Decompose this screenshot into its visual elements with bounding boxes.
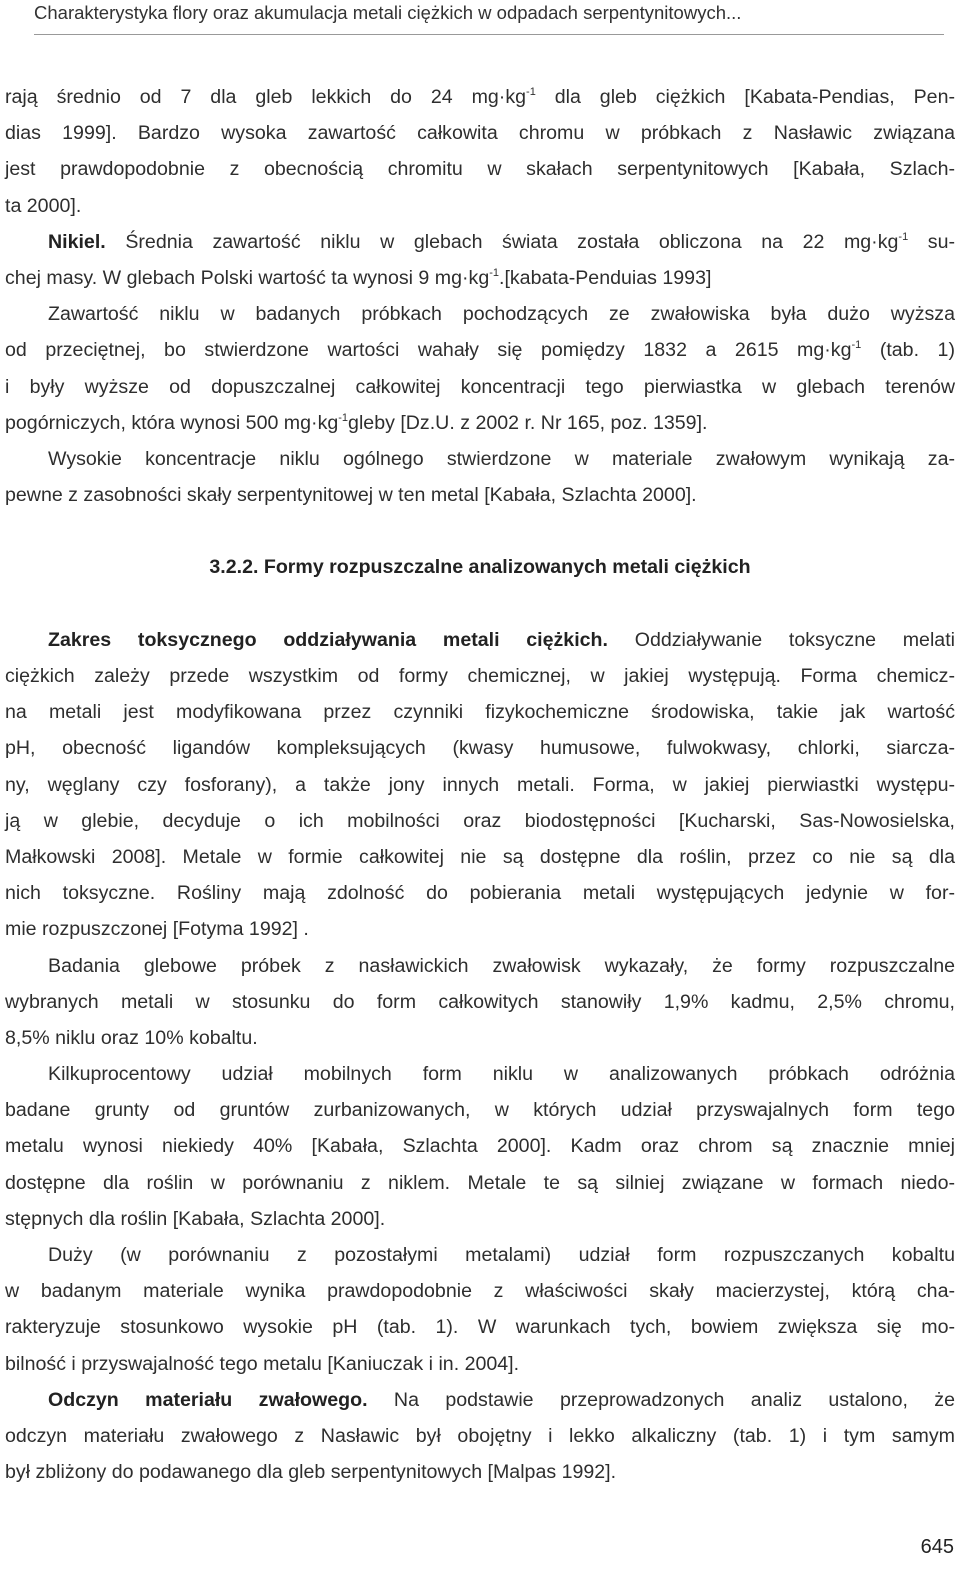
p5-line: badane grunty od gruntów zurbanizowanych, w których udział przyswajalnych form tego: [5, 1099, 955, 1122]
p3-line: nich toksyczne. Rośliny mają zdolność do pobierania metali występujących jedynie w for-: [5, 882, 955, 905]
p1-line: ta 2000].: [5, 194, 82, 217]
p2-line: pogórniczych, która wynosi 500 $mg\cdot kg^{-1}gleby$ [Dz.U. z 2002 r. Nr 165, poz. 1359].: [5, 411, 708, 434]
p7-line: odczyn materiału zwałowego z Nasławic był obojętny i lekko alkaliczny (tab. 1) i tym samym: [5, 1424, 955, 1447]
toxicity-label: Zakres toksycznego oddziaływania metali ciężkich.: [48, 628, 608, 651]
running-header: Charakterystyka flory oraz akumulacja metali ciężkich w odpadach serpentynitowych...: [34, 0, 944, 35]
page-body: [5, 79, 955, 1490]
p4-line: wybranych metali w stosunku do form całkowitych stanowiły 1,9% kadmu, 2,5% chromu,: [5, 990, 955, 1013]
p7-line: Odczyn materiału zwałowego. Na podstawie przeprowadzonych analiz ustalono, że: [48, 1388, 955, 1411]
p5-line: dostępne dla roślin w porównaniu z niklem. Metale te są silniej związane w formach niedo-: [5, 1171, 955, 1194]
p3-line: Małkowski 2008]. Metale w formie całkowitej nie są dostępne dla roślin, przez co nie są dla: [5, 845, 955, 868]
p6-line: bilność i przyswajalność tego metalu [Kaniuczak i in. 2004].: [5, 1352, 520, 1375]
p4-line: 8,5% niklu oraz 10% kobaltu.: [5, 1026, 258, 1049]
spacer: [5, 513, 955, 549]
p5-line: metalu wynosi niekiedy 40% [Kabała, Szlachta 2000]. Kadm oraz chrom są znacznie mniej: [5, 1135, 955, 1158]
p5-line: stępnych dla roślin [Kabała, Szlachta 2000].: [5, 1207, 386, 1230]
p2-line: Nikiel. Średnia zawartość niklu w glebach świata została obliczona na 22 $mg\cdot kg^{-1}$ su-: [48, 230, 955, 253]
spacer: [5, 586, 955, 622]
p6-line: rakteryzuje stosunkowo wysokie pH (tab. 1). W warunkach tych, bowiem zwiększa się mo-: [5, 1316, 955, 1339]
p2-line: i były wyższe od dopuszczalnej całkowitej koncentracji tego pierwiastka w glebach terenów: [5, 375, 955, 398]
p3-line: mie rozpuszczonej [Fotyma 1992] .: [5, 918, 309, 941]
section-heading: 3.2.2. Formy rozpuszczalne analizowanych metali ciężkich: [209, 556, 751, 579]
odczyn-label: Odczyn materiału zwałowego.: [48, 1388, 368, 1411]
page-number: 645: [920, 1536, 954, 1558]
p6-line: w badanym materiale wynika prawdopodobnie z właściwości skały macierzystej, którą cha-: [5, 1280, 955, 1303]
p3-line: na metali jest modyfikowana przez czynniki fizykochemiczne środowiska, takie jak wartość: [5, 701, 955, 724]
nikiel-label: Nikiel.: [48, 230, 106, 253]
p1-line: rają średnio od 7 dla gleb lekkich do 24 $mg\cdot kg^{-1}$ dla gleb ciężkich [Kabata-Pendias, Pen-: [5, 86, 955, 108]
p7-line: był zbliżony do podawanego dla gleb serpentynitowych [Malpas 1992].: [5, 1461, 617, 1484]
p2-line: od przeciętnej, bo stwierdzone wartości wahały się pomiędzy 1832 a 2615 $mg\cdot kg^{-1}$ (tab. 1): [5, 339, 955, 362]
p3-line: Zakres toksycznego oddziaływania metali ciężkich. Oddziaływanie toksyczne melati: [48, 628, 956, 651]
p3-line: ją w glebie, decyduje o ich mobilności oraz biodostępności [Kucharski, Sas-Nowosielska,: [5, 809, 955, 832]
p6-line: Duży (w porównaniu z pozostałymi metalami) udział form rozpuszczanych kobaltu: [48, 1244, 955, 1266]
p2-line: pewne z zasobności skały serpentynitowej w ten metal [Kabała, Szlachta 2000].: [5, 484, 697, 507]
p2-line: Wysokie koncentracje niklu ogólnego stwierdzone w materiale zwałowym wynikają za-: [48, 447, 955, 470]
p5-line: Kilkuprocentowy udział mobilnych form niklu w analizowanych próbkach odróżnia: [48, 1063, 955, 1086]
p1-line: dias 1999]. Bardzo wysoka zawartość całkowita chromu w próbkach z Nasławic związana: [5, 122, 955, 145]
p1-line: jest prawdopodobnie z obecnością chromitu w skałach serpentynitowych [Kabała, Szlach-: [5, 158, 955, 181]
p3-line: ciężkich zależy przede wszystkim od formy chemicznej, w jakiej występują. Forma chemicz-: [5, 665, 955, 687]
p3-line: pH, obecność ligandów kompleksujących (kwasy humusowe, fulwokwasy, chlorki, siarcza-: [5, 737, 955, 760]
p2-line: Zawartość niklu w badanych próbkach pochodzących ze zwałowiska była dużo wyższa: [48, 303, 955, 326]
p2-line: chej masy. W glebach Polski wartość ta wynosi 9 $mg\cdot kg^{-1}.[kabata$-Penduias 1993]: [5, 266, 712, 289]
p4-line: Badania glebowe próbek z nasławickich zwałowisk wykazały, że formy rozpuszczalne: [48, 954, 955, 977]
p3-line: ny, węglany czy fosforany), a także jony innych metali. Forma, w jakiej pierwiastki występu-: [5, 773, 955, 796]
